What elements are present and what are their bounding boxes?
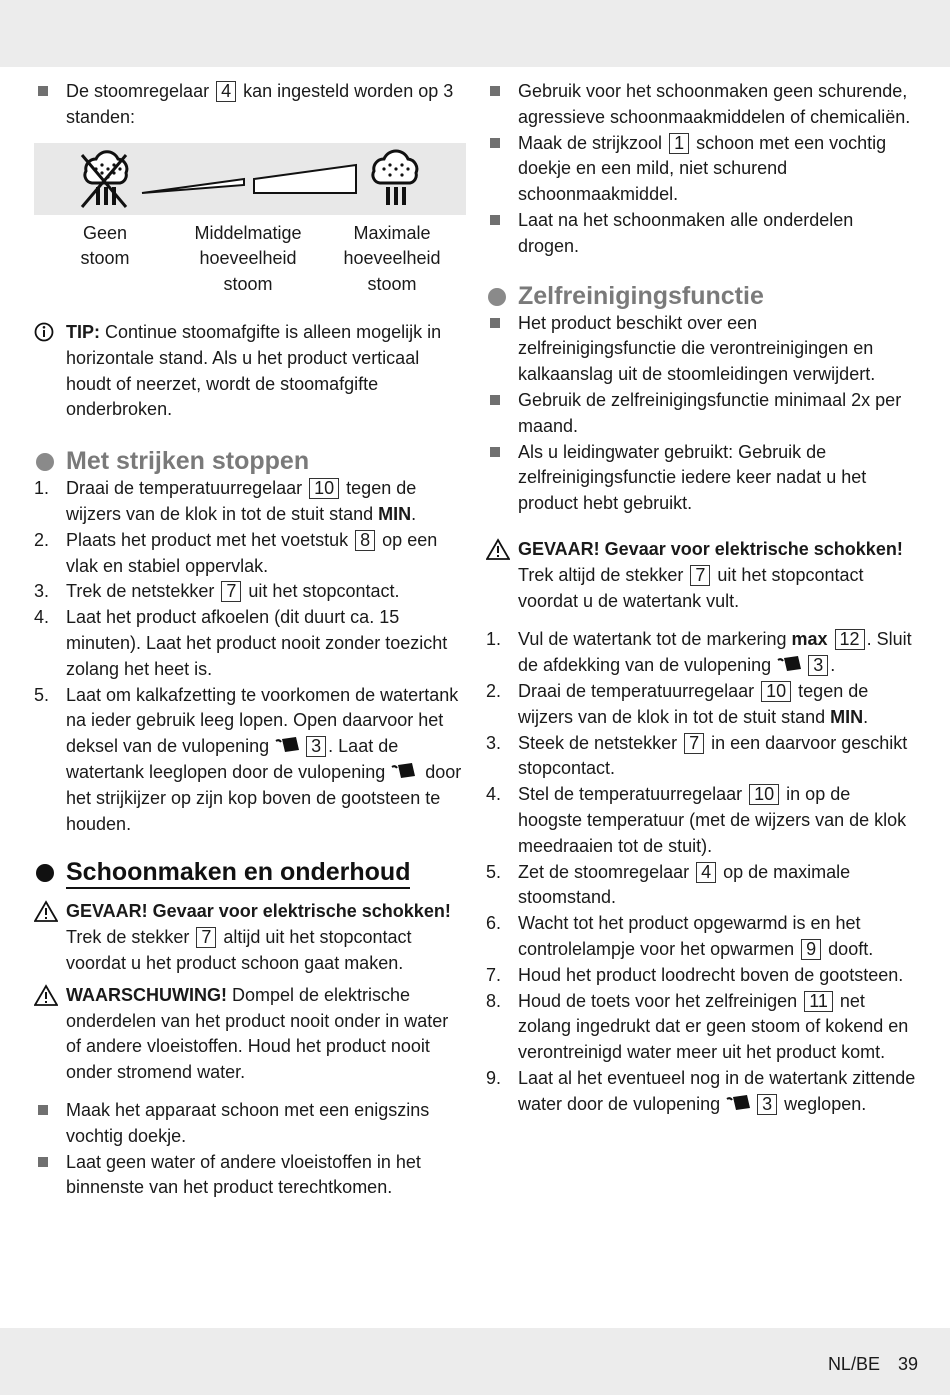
warning-notice: WAARSCHUWING! Dompel de elektrische onderdelen van het product nooit onder in water of andere vloeistoffen. Houd het product nooit onder stromend water.: [34, 983, 466, 1086]
danger-notice: GEVAAR! Gevaar voor elektrische schokken! Trek de stekker 7 altijd uit het stopcontact voordat u het product schoon gaat maken.: [34, 899, 466, 976]
warning-icon: [486, 538, 510, 560]
part-number: 7: [690, 565, 710, 586]
high-ramp: [254, 165, 356, 193]
fill-opening-icon: [776, 655, 806, 673]
part-number: 10: [749, 784, 779, 805]
steam-labels: [34, 221, 466, 298]
list-item: Laat na het schoonmaken alle onderdelen drogen.: [486, 208, 918, 260]
tip-note: TIP: Continue stoomafgifte is alleen mogelijk in horizontale stand. Als u het product verticaal houdt of neerzet, wordt de stoomafgifte onderbroken.: [34, 320, 466, 423]
list-item: Maak de strijkzool 1 schoon met een vochtig doekje en een mild, niet schurend schoonmaakmiddel.: [486, 131, 918, 208]
part-number: 10: [309, 478, 339, 499]
list-item: 1. Draai de temperatuurregelaar 10 tegen de wijzers van de klok in tot de stuit stand MIN.: [34, 478, 417, 524]
no-steam-icon: [82, 151, 127, 206]
list-item: 4. Stel de temperatuurregelaar 10 in op de hoogste temperatuur (met de wijzers van de klok meedraaien tot de stuit).: [486, 784, 907, 856]
part-number: 8: [355, 530, 375, 551]
cleaning-bullets: [34, 1098, 466, 1201]
list-item: 2. Plaats het product met het voetstuk 8 op een vlak en stabiel oppervlak.: [34, 529, 438, 576]
left-column: [34, 79, 466, 1201]
list-item: 6. Wacht tot het product opgewarmd is en het controlelampje voor het opwarmen 9 dooft.: [486, 913, 874, 959]
page-number: 39: [897, 1354, 918, 1374]
part-number: 3: [757, 1094, 777, 1115]
list-item: 7. Houd het product loodrecht boven de gootsteen.: [486, 964, 904, 985]
part-number: 7: [196, 927, 216, 948]
list-item: 1. Vul de watertank tot de markering max 12 . Sluit de afdekking van de vulopening 3 .: [486, 629, 912, 676]
list-item: 5. Laat om kalkafzetting te voorkomen de watertank na ieder gebruik leeg lopen. Open daarvoor het deksel van de vulopening 3 . Laat de watertank leeglopen door de vulopening door het strijkijzer op zijn kop boven de gootsteen te houden.: [34, 684, 462, 834]
part-number: 4: [696, 862, 716, 883]
page-footer: [810, 1354, 918, 1375]
part-number: 7: [684, 733, 704, 754]
selfclean-steps: [486, 627, 918, 1117]
footer-bar: [0, 1328, 950, 1395]
part-number: 1: [669, 133, 689, 154]
list-item: 8. Houd de toets voor het zelfreinigen 11 net zolang ingedrukt dat er geen stoom of kokend en verontreinigd water meer uit het product komt.: [486, 990, 909, 1063]
steam-icon: [373, 151, 417, 205]
part-number: 10: [761, 681, 791, 702]
section-heading-selfclean: Zelfreinigingsfunctie: [486, 281, 918, 311]
header-bar: [0, 0, 950, 67]
part-number: 3: [808, 655, 828, 676]
language-code: NL/BE: [827, 1354, 880, 1374]
warning-icon: [34, 900, 58, 922]
steam-scale-graphic: [34, 143, 466, 215]
label-medium-steam: Middelmatige hoeveelheid stoom: [194, 222, 302, 295]
list-item: 3. Trek de netstekker 7 uit het stopcontact.: [34, 581, 400, 602]
part-number: 7: [221, 581, 241, 602]
low-ramp: [142, 179, 244, 193]
part-number: 9: [801, 939, 821, 960]
fill-opening-icon: [725, 1094, 755, 1112]
right-column: [486, 79, 918, 1117]
steam-settings-panel: [34, 143, 466, 215]
list-item: Laat geen water of andere vloeistoffen in het binnenste van het product terechtkomen.: [34, 1150, 466, 1202]
list-item: Gebruik voor het schoonmaken geen schurende, agressieve schoonmaakmiddelen of chemicaliën.: [486, 79, 918, 131]
part-number: 3: [306, 736, 326, 757]
label-max-steam: Maximale hoeveelheid stoom: [343, 222, 441, 295]
list-item: Als u leidingwater gebruikt: Gebruik de zelfreinigingsfunctie iedere keer nadat u het product hebt gebruikt.: [486, 440, 918, 517]
section-heading-cleaning: Schoonmaken en onderhoud: [34, 857, 466, 887]
list-item: Het product beschikt over een zelfreinigingsfunctie die verontreinigingen en kalkaanslag uit de stoomleidingen verwijdert.: [486, 311, 918, 388]
part-number: 12: [835, 629, 865, 650]
selfclean-bullets: [486, 311, 918, 517]
fill-opening-icon: [274, 736, 304, 754]
part-number: 11: [804, 991, 833, 1012]
info-icon: [34, 322, 54, 342]
label-no-steam: Geen stoom: [80, 222, 130, 269]
list-item: 9. Laat al het eventueel nog in de watertank zittende water door de vulopening 3 weglopen.: [486, 1067, 916, 1114]
warning-icon: [34, 984, 58, 1006]
list-item: 5. Zet de stoomregelaar 4 op de maximale stoomstand.: [486, 861, 851, 908]
list-item: Maak het apparaat schoon met een enigszins vochtig doekje.: [34, 1098, 466, 1150]
list-item: 4. Laat het product afkoelen (dit duurt ca. 15 minuten). Laat het product nooit zonder toezicht zolang het heet is.: [34, 607, 448, 679]
fill-opening-icon: [390, 762, 420, 780]
list-item: 3. Steek de netstekker 7 in een daarvoor geschikt stopcontact.: [486, 732, 908, 779]
section-heading-stop: Met strijken stoppen: [34, 446, 466, 476]
stop-steps-list: [34, 476, 466, 837]
danger-notice: GEVAAR! Gevaar voor elektrische schokken! Trek altijd de stekker 7 uit het stopcontact voordat u de watertank vult.: [486, 537, 918, 614]
steam-intro-bullet: De stoomregelaar 4 kan ingesteld worden op 3 standen:: [34, 79, 466, 131]
part-number: 4: [216, 81, 236, 102]
list-item: Gebruik de zelfreinigingsfunctie minimaal 2x per maand.: [486, 388, 918, 440]
list-item: 2. Draai de temperatuurregelaar 10 tegen de wijzers van de klok in tot de stuit stand MIN.: [486, 680, 869, 727]
